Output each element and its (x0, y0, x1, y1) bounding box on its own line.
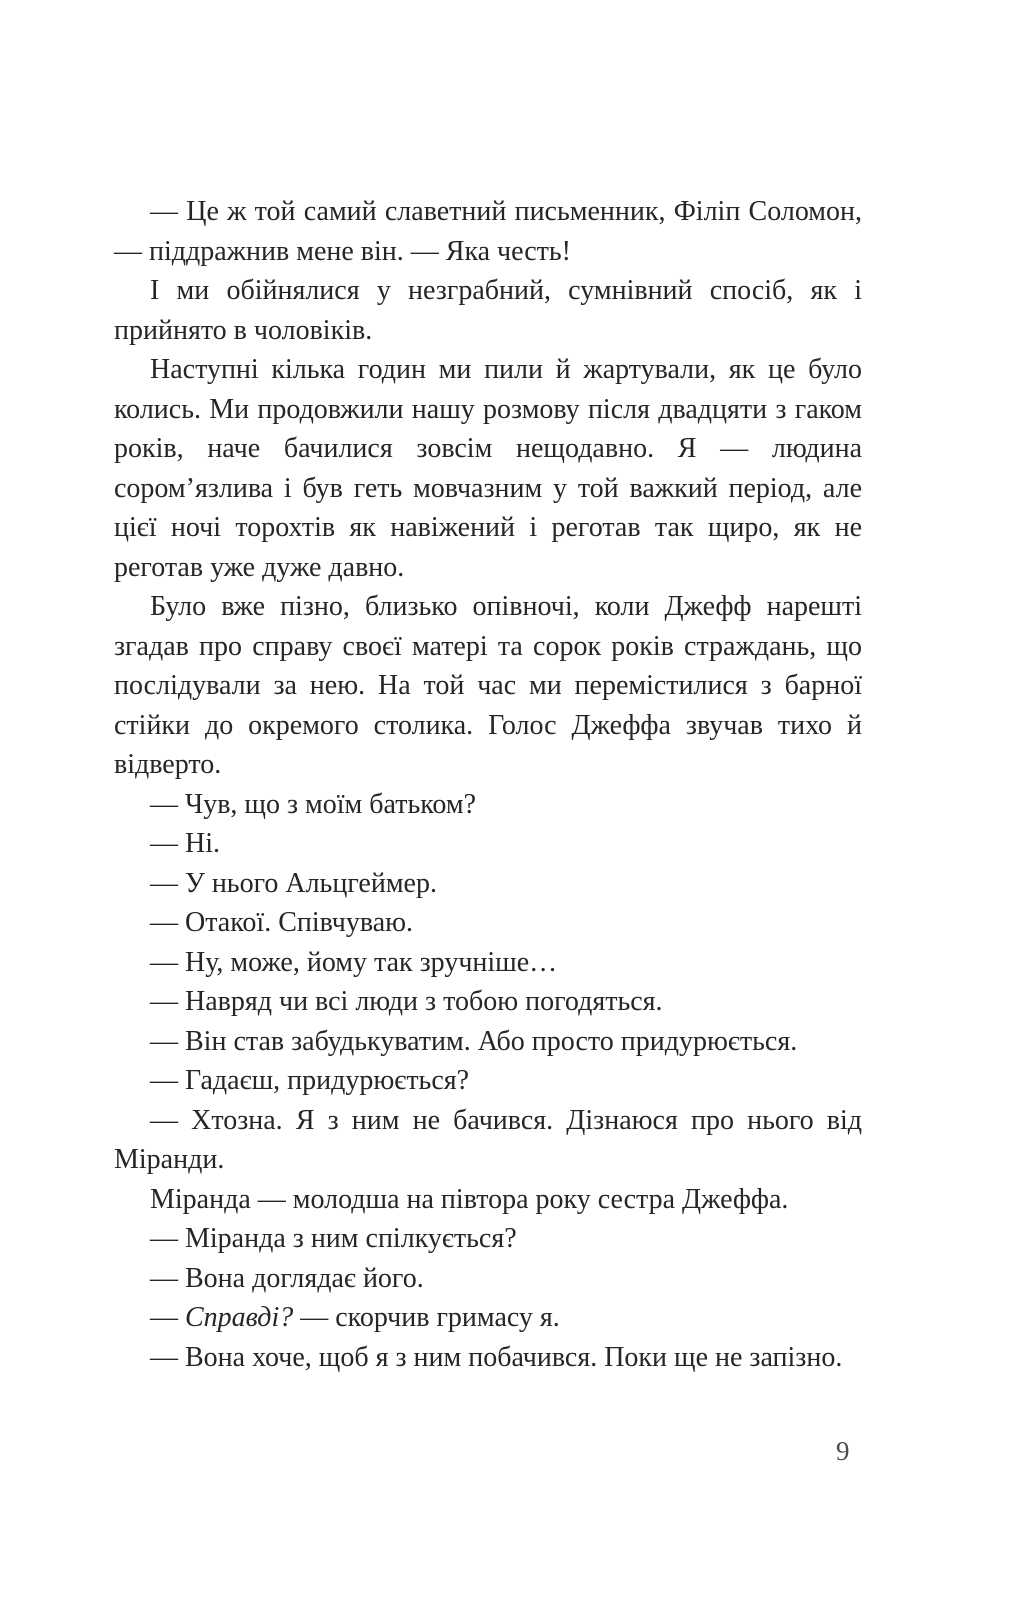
paragraph (114, 271, 862, 350)
paragraph-text: Було вже пізно, близько опівночі, коли Джефф нарешті згадав про справу своєї матері та сорок років страждань, що послідували за нею. На той час ми перемістилися з барної стійки до окремого столика. Голос Джеффа звучав тихо й відверто. (114, 591, 862, 780)
paragraph-text: — Гадаєш, придурюється? (150, 1065, 470, 1096)
paragraph-text-italic: Справді? (185, 1302, 294, 1333)
paragraph (114, 982, 862, 1022)
paragraph-text: — Ну, може, йому так зручніше… (150, 946, 558, 978)
paragraph (114, 943, 862, 983)
paragraph-text: — Навряд чи всі люди з тобою погодяться. (150, 986, 663, 1017)
paragraph (114, 1022, 862, 1062)
paragraph-text: — Хтозна. Я з ним не бачився. Дізнаюся про нього від Міранди. (114, 1104, 862, 1175)
paragraph (114, 1259, 862, 1299)
paragraph (114, 1101, 862, 1180)
paragraph (114, 1061, 862, 1101)
paragraph-text: Наступні кілька годин ми пили й жартували, як це було колись. Ми продовжили нашу розмову після двадцяти з гаком років, наче бачилися зовсім нещодавно. Я — людина сором’язлива і був геть мовчазним у той важкий період, але цієї ночі торохтів як навіжений і реготав так щиро, як не реготав уже дуже давно. (114, 354, 862, 583)
paragraph-text: — скорчив гримасу я. (293, 1302, 560, 1333)
paragraph (114, 192, 862, 271)
page-number: 9 (836, 1436, 850, 1466)
page-text (114, 192, 862, 1377)
paragraph (114, 350, 862, 587)
paragraph-text: — Отакої. Співчуваю. (150, 907, 414, 938)
paragraph-text: — Вона хоче, щоб я з ним побачився. Поки ще не запізно. (150, 1341, 843, 1373)
paragraph-text: — Міранда з ним спілкується? (150, 1223, 517, 1254)
paragraph-text: — У нього Альцгеймер. (150, 867, 437, 899)
paragraph (114, 1298, 862, 1338)
paragraph-text: — Чув, що з моїм батьком? (150, 788, 477, 820)
paragraph-text: — Він став забудькуватим. Або просто придурюється. (150, 1025, 798, 1057)
paragraph (114, 1219, 862, 1259)
paragraph (114, 785, 862, 825)
paragraph (114, 864, 862, 904)
paragraph (114, 587, 862, 785)
paragraph-text: І ми обійнялися у незграбний, сумнівний спосіб, як і прийнято в чоловіків. (114, 275, 862, 346)
paragraph-text: — (150, 1302, 185, 1333)
paragraph-text: — Це ж той самий славетний письменник, Філіп Соломон, — піддражнив мене він. — Яка честь! (114, 196, 862, 267)
paragraph-text: — Ні. (150, 828, 220, 859)
paragraph (114, 1338, 862, 1378)
paragraph-text: — Вона доглядає його. (150, 1262, 424, 1294)
paragraph (114, 903, 862, 943)
paragraph-text: Міранда — молодша на півтора року сестра Джеффа. (150, 1183, 789, 1215)
paragraph (114, 824, 862, 864)
paragraph (114, 1180, 862, 1220)
